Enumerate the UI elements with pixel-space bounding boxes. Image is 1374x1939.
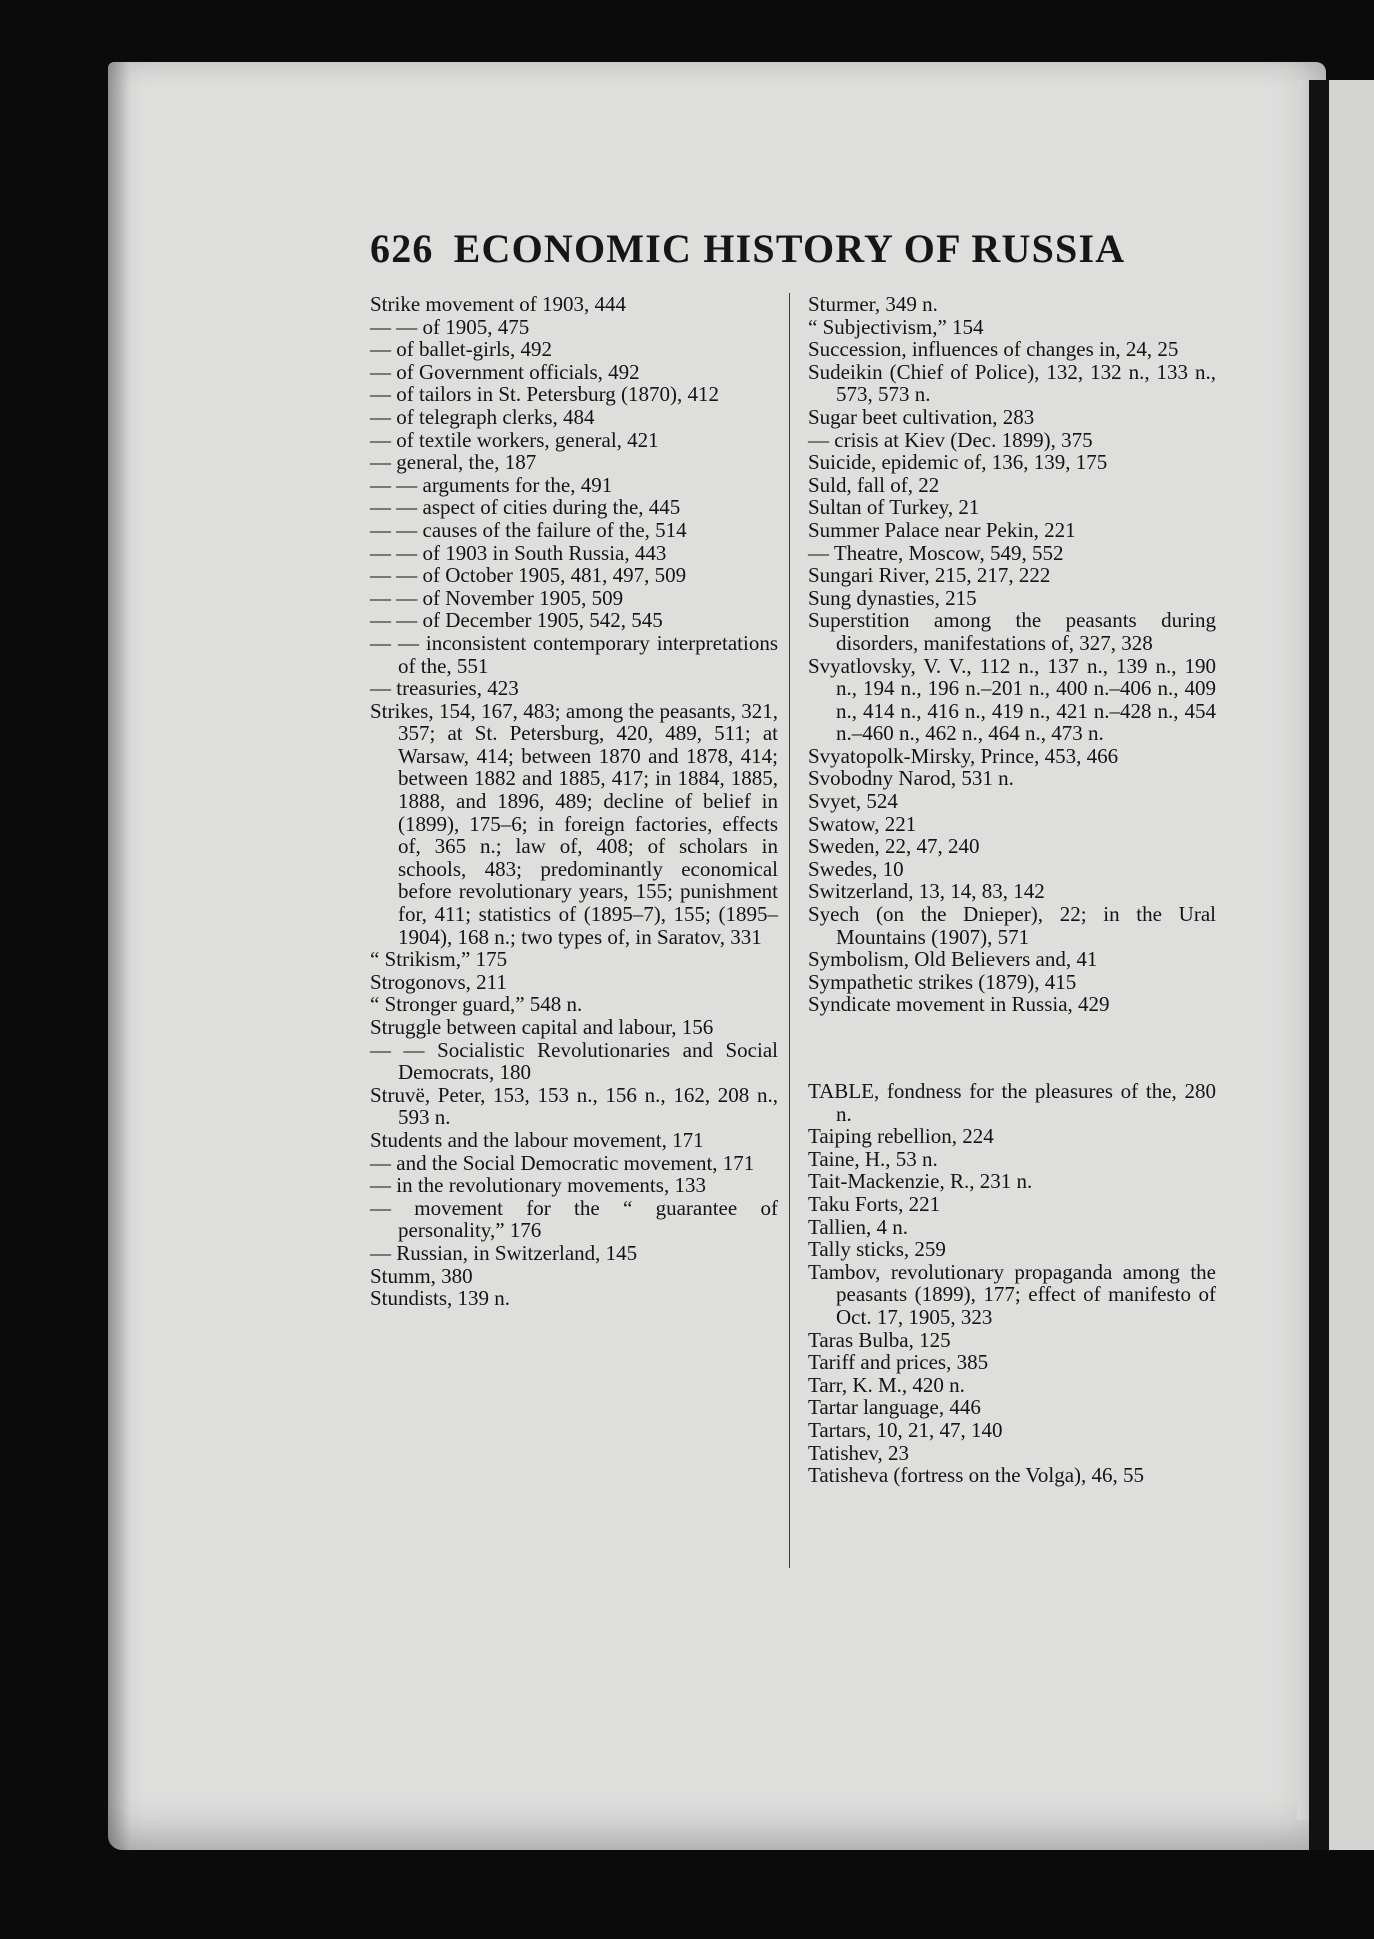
index-column-right bbox=[808, 293, 1216, 1487]
page-binding-shadow bbox=[108, 62, 130, 1850]
index-entry: — — Socialistic Revolutionaries and Social Democrats, 180 bbox=[370, 1037, 778, 1085]
index-entry: — — aspect of cities during the, 445 bbox=[370, 495, 681, 520]
index-entry: Tartars, 10, 21, 47, 140 bbox=[808, 1417, 1003, 1442]
index-entry: Suld, fall of, 22 bbox=[808, 472, 940, 497]
index-entry: Sturmer, 349 n. bbox=[808, 292, 938, 316]
index-entry: Taku Forts, 221 bbox=[808, 1191, 941, 1216]
index-entry: Svyet, 524 bbox=[808, 789, 898, 814]
index-entry: Sweden, 22, 47, 240 bbox=[808, 834, 980, 859]
running-header bbox=[370, 225, 1125, 272]
index-entry: Svyatlovsky, V. V., 112 n., 137 n., 139 n., 190 n., 194 n., 196 n.–201 n., 400 n.–406 n., 409 n., 414 n., 416 n., 419 n., 421 n.–428 n., 454 n.–460 n., 462 n., 464 n., 473 n. bbox=[808, 653, 1216, 746]
index-entry: Tatisheva (fortress on the Volga), 46, 55 bbox=[808, 1463, 1145, 1488]
index-entry: Taras Bulba, 125 bbox=[808, 1327, 951, 1352]
index-column-left bbox=[370, 293, 778, 1310]
index-entry: — Russian, in Switzerland, 145 bbox=[370, 1240, 638, 1265]
index-entry: Sympathetic strikes (1879), 415 bbox=[808, 969, 1077, 994]
index-entry: Tambov, revolutionary propaganda among the peasants (1899), 177; effect of manifesto of Oct. 17, 1905, 323 bbox=[808, 1259, 1216, 1329]
index-entry: Swedes, 10 bbox=[808, 856, 904, 881]
index-entry: Succession, influences of changes in, 24, 25 bbox=[808, 337, 1179, 362]
index-entry: Syndicate movement in Russia, 429 bbox=[808, 992, 1110, 1017]
index-entry: — — of November 1905, 509 bbox=[370, 585, 624, 610]
page-gutter bbox=[1309, 80, 1329, 1850]
book-title: ECONOMIC HISTORY OF RUSSIA bbox=[453, 226, 1126, 271]
index-entry bbox=[808, 1037, 1216, 1059]
index-entry: Summer Palace near Pekin, 221 bbox=[808, 517, 1076, 542]
index-entry: Sung dynasties, 215 bbox=[808, 585, 977, 610]
index-entry: — — causes of the failure of the, 514 bbox=[370, 517, 687, 542]
index-entry: Tartar language, 446 bbox=[808, 1395, 981, 1420]
index-entry: Taine, H., 53 n. bbox=[808, 1146, 938, 1171]
index-entry: — in the revolutionary movements, 133 bbox=[370, 1173, 706, 1198]
index-entry: Sultan of Turkey, 21 bbox=[808, 495, 980, 520]
index-entry: — — arguments for the, 491 bbox=[370, 472, 613, 497]
index-entry: — — of October 1905, 481, 497, 509 bbox=[370, 563, 687, 588]
index-entry: Strike movement of 1903, 444 bbox=[370, 292, 627, 316]
index-entry: Sudeikin (Chief of Police), 132, 132 n., 133 n., 573, 573 n. bbox=[808, 359, 1216, 407]
adjacent-page-edge bbox=[1329, 80, 1374, 1850]
index-entry: — — inconsistent contemporary interpretations of the, 551 bbox=[370, 630, 778, 678]
index-entry: Svyatopolk-Mirsky, Prince, 453, 466 bbox=[808, 743, 1119, 768]
index-entry: Syech (on the Dnieper), 22; in the Ural Mountains (1907), 571 bbox=[808, 902, 1216, 949]
index-entry: — treasuries, 423 bbox=[370, 676, 519, 701]
index-entry: — — of 1905, 475 bbox=[370, 314, 530, 339]
index-entry: — — of December 1905, 542, 545 bbox=[370, 608, 663, 633]
index-entry: Switzerland, 13, 14, 83, 142 bbox=[808, 879, 1045, 904]
index-entry: Tait-Mackenzie, R., 231 n. bbox=[808, 1169, 1033, 1194]
index-entry: Tallien, 4 n. bbox=[808, 1214, 909, 1239]
index-entry: Strikes, 154, 167, 483; among the peasants, 321, 357; at St. Petersburg, 420, 489, 511; at Warsaw, 414; between 1870 and 1878, 414; between 1882 and 1885, 417; in 1884, 1885, 1888, and 1896, 489; decline of belief in (1899), 175–6; in foreign factories, effects of, 365 n.; law of, 408; of scholars in schools, 483; predominantly economical before revolutionary years, 155; punishment for, 411; statistics of (1895–7), 155; (1895–1904), 168 n.; two types of, in Saratov, 331 bbox=[370, 698, 778, 949]
index-entry: — of textile workers, general, 421 bbox=[370, 427, 659, 452]
index-entry: TABLE, fondness for the pleasures of the, 280 n. bbox=[808, 1079, 1216, 1126]
index-entry: Stumm, 380 bbox=[370, 1263, 473, 1288]
index-entry: — general, the, 187 bbox=[370, 450, 537, 475]
index-entry: — of tailors in St. Petersburg (1870), 412 bbox=[370, 382, 720, 407]
index-entry: Sungari River, 215, 217, 222 bbox=[808, 563, 1051, 588]
index-entry: “ Subjectivism,” 154 bbox=[808, 314, 984, 339]
index-entry: Struvë, Peter, 153, 153 n., 156 n., 162, 208 n., 593 n. bbox=[370, 1082, 778, 1130]
index-entry: Stundists, 139 n. bbox=[370, 1286, 511, 1311]
index-entry: Suicide, epidemic of, 136, 139, 175 bbox=[808, 450, 1108, 475]
index-entry: Struggle between capital and labour, 156 bbox=[370, 1015, 714, 1039]
index-entry: Tariff and prices, 385 bbox=[808, 1350, 989, 1375]
index-entry: — crisis at Kiev (Dec. 1899), 375 bbox=[808, 427, 1093, 452]
page-number: 626 bbox=[370, 226, 434, 271]
index-entry: Taiping rebellion, 224 bbox=[808, 1124, 994, 1149]
index-entry: Sugar beet cultivation, 283 bbox=[808, 404, 1035, 429]
index-entry: Tally sticks, 259 bbox=[808, 1237, 946, 1262]
index-entry: Tatishev, 23 bbox=[808, 1440, 909, 1465]
index-entry: Swatow, 221 bbox=[808, 811, 917, 836]
index-entry: “ Strikism,” 175 bbox=[370, 947, 508, 972]
index-entry: — Theatre, Moscow, 549, 552 bbox=[808, 540, 1064, 565]
index-entry: Symbolism, Old Believers and, 41 bbox=[808, 947, 1098, 972]
index-entry: — of ballet-girls, 492 bbox=[370, 337, 552, 362]
column-divider bbox=[789, 293, 790, 1568]
index-entry: Students and the labour movement, 171 bbox=[370, 1127, 704, 1152]
index-entry: — — of 1903 in South Russia, 443 bbox=[370, 540, 667, 565]
index-entry: — of Government officials, 492 bbox=[370, 359, 640, 384]
index-entry: — of telegraph clerks, 484 bbox=[370, 404, 595, 429]
index-entry: — and the Social Democratic movement, 171 bbox=[370, 1150, 755, 1175]
index-entry: Strogonovs, 211 bbox=[370, 969, 507, 994]
index-entry: Svobodny Narod, 531 n. bbox=[808, 766, 1014, 791]
index-entry: Tarr, K. M., 420 n. bbox=[808, 1372, 965, 1397]
index-entry: — movement for the “ guarantee of personality,” 176 bbox=[370, 1195, 778, 1243]
index-entry: “ Stronger guard,” 548 n. bbox=[370, 992, 583, 1017]
index-entry: Superstition among the peasants during disorders, manifestations of, 327, 328 bbox=[808, 608, 1216, 655]
